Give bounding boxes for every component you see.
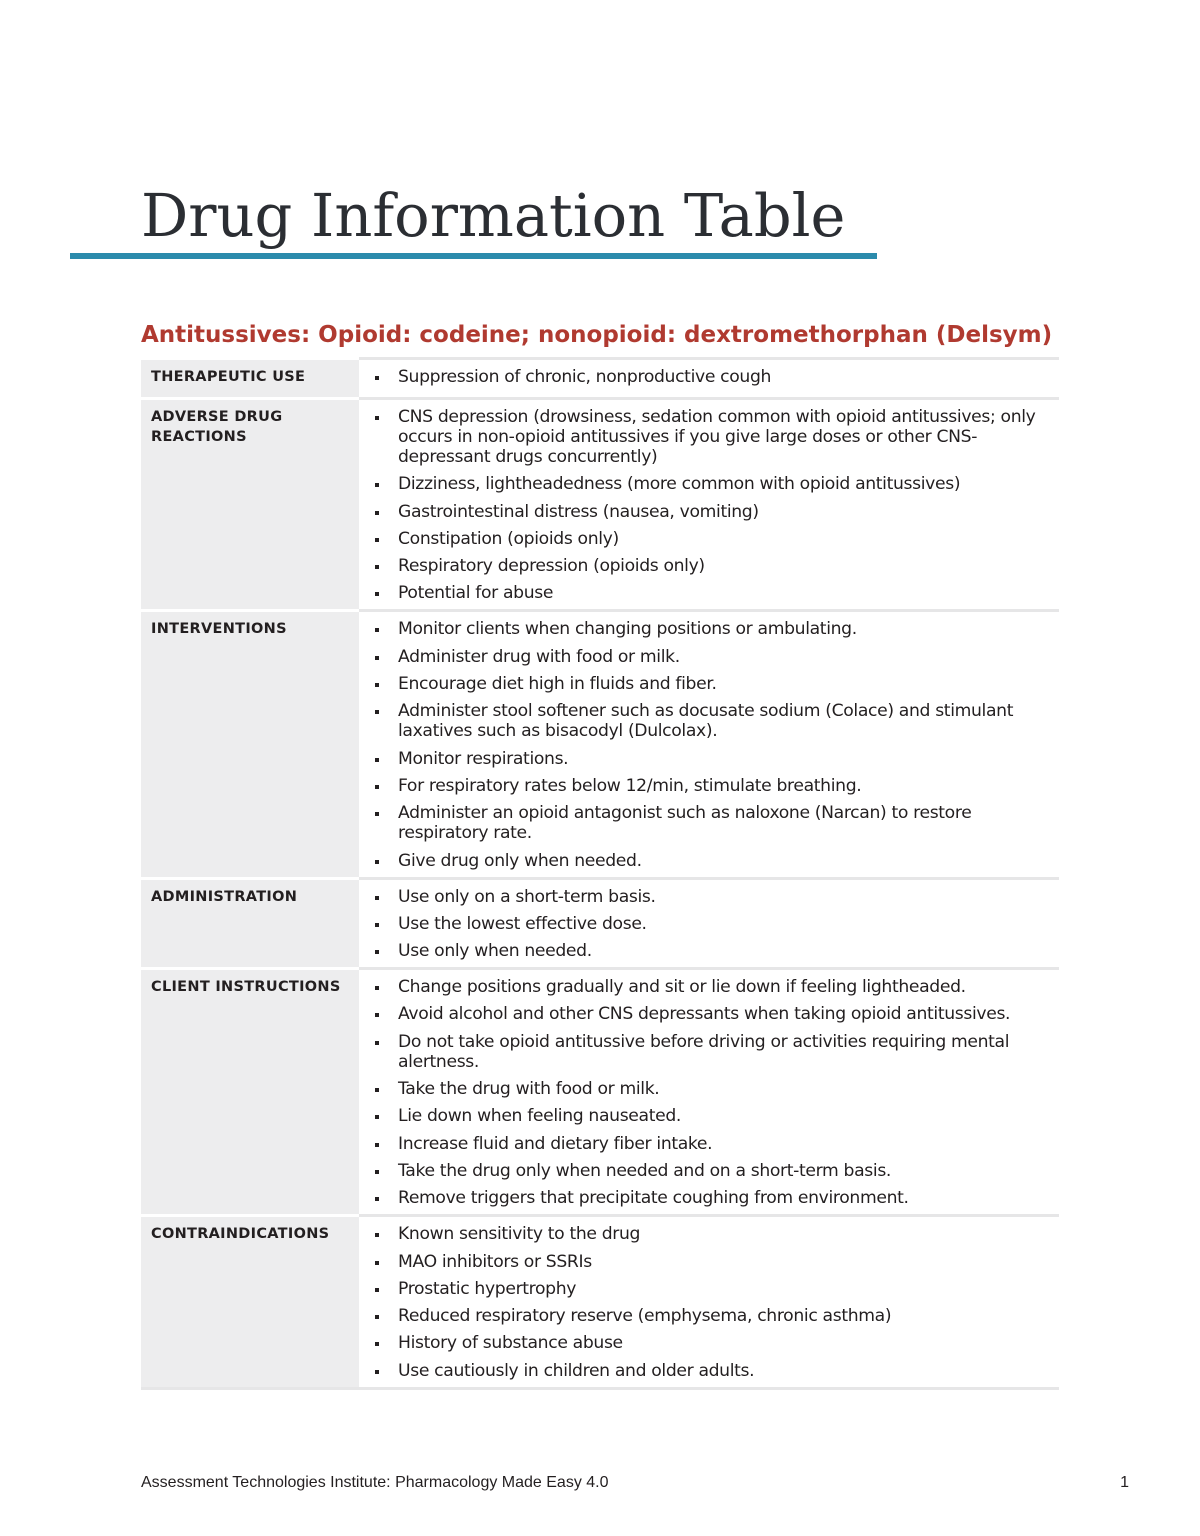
row-label: INTERVENTIONS bbox=[141, 609, 359, 876]
list-item: Monitor clients when changing positions or ambulating. bbox=[373, 619, 1059, 639]
row-label: ADMINISTRATION bbox=[141, 877, 359, 968]
table-row-therapeutic-use bbox=[141, 357, 1059, 397]
list-item: Known sensitivity to the drug bbox=[373, 1224, 1059, 1244]
list-item: Use cautiously in children and older adults. bbox=[373, 1361, 1059, 1381]
table-row-contraindications bbox=[141, 1214, 1059, 1389]
row-label: THERAPEUTIC USE bbox=[141, 357, 359, 397]
list-item: Dizziness, lightheadedness (more common with opioid antitussives) bbox=[373, 474, 1059, 494]
list-item: Avoid alcohol and other CNS depressants when taking opioid antitussives. bbox=[373, 1004, 1059, 1024]
list-item: Potential for abuse bbox=[373, 583, 1059, 603]
footer-source: Assessment Technologies Institute: Pharmacology Made Easy 4.0 bbox=[141, 1474, 609, 1491]
bullet-list bbox=[373, 407, 1059, 603]
page-title: Drug Information Table bbox=[141, 181, 846, 250]
table-row-client-instructions bbox=[141, 967, 1059, 1214]
list-item: Use only when needed. bbox=[373, 941, 1059, 961]
list-item: Constipation (opioids only) bbox=[373, 529, 1059, 549]
page-number: 1 bbox=[1120, 1474, 1129, 1491]
row-content bbox=[359, 609, 1059, 876]
list-item: Administer stool softener such as docusate sodium (Colace) and stimulant laxatives such as bisacodyl (Dulcolax). bbox=[373, 701, 1059, 741]
bullet-list bbox=[373, 1224, 1059, 1380]
row-content bbox=[359, 357, 1059, 397]
list-item: Gastrointestinal distress (nausea, vomiting) bbox=[373, 502, 1059, 522]
table-row-administration bbox=[141, 877, 1059, 968]
list-item: CNS depression (drowsiness, sedation common with opioid antitussives; only occurs in non-opioid antitussives if you give large doses or other CNS-depressant drugs concurrently) bbox=[373, 407, 1059, 467]
row-content bbox=[359, 967, 1059, 1214]
list-item: Respiratory depression (opioids only) bbox=[373, 556, 1059, 576]
list-item: Take the drug with food or milk. bbox=[373, 1079, 1059, 1099]
table-row-interventions bbox=[141, 609, 1059, 876]
row-content bbox=[359, 877, 1059, 968]
list-item: Remove triggers that precipitate coughing from environment. bbox=[373, 1188, 1059, 1208]
list-item: Reduced respiratory reserve (emphysema, chronic asthma) bbox=[373, 1306, 1059, 1326]
list-item: Increase fluid and dietary fiber intake. bbox=[373, 1134, 1059, 1154]
list-item: Take the drug only when needed and on a short-term basis. bbox=[373, 1161, 1059, 1181]
list-item: Do not take opioid antitussive before driving or activities requiring mental alertness. bbox=[373, 1032, 1059, 1072]
row-content bbox=[359, 397, 1059, 609]
list-item: Administer drug with food or milk. bbox=[373, 647, 1059, 667]
bullet-list bbox=[373, 887, 1059, 962]
list-item: Monitor respirations. bbox=[373, 749, 1059, 769]
list-item: Prostatic hypertrophy bbox=[373, 1279, 1059, 1299]
section-heading: Antitussives: Opioid: codeine; nonopioid: dextromethorphan (Delsym) bbox=[141, 322, 1053, 348]
drug-information-table bbox=[141, 357, 1059, 1390]
list-item: MAO inhibitors or SSRIs bbox=[373, 1252, 1059, 1272]
list-item: Lie down when feeling nauseated. bbox=[373, 1106, 1059, 1126]
list-item: Change positions gradually and sit or lie down if feeling lightheaded. bbox=[373, 977, 1059, 997]
row-label: CLIENT INSTRUCTIONS bbox=[141, 967, 359, 1214]
list-item: History of substance abuse bbox=[373, 1333, 1059, 1353]
list-item: Administer an opioid antagonist such as naloxone (Narcan) to restore respiratory rate. bbox=[373, 803, 1059, 843]
list-item: For respiratory rates below 12/min, stimulate breathing. bbox=[373, 776, 1059, 796]
row-label: ADVERSE DRUG REACTIONS bbox=[141, 397, 359, 609]
row-label: CONTRAINDICATIONS bbox=[141, 1214, 359, 1389]
list-item: Use the lowest effective dose. bbox=[373, 914, 1059, 934]
row-content bbox=[359, 1214, 1059, 1389]
drug-table-body bbox=[141, 357, 1059, 1390]
bullet-list bbox=[373, 977, 1059, 1208]
list-item: Encourage diet high in fluids and fiber. bbox=[373, 674, 1059, 694]
title-underline bbox=[70, 253, 877, 259]
list-item: Use only on a short-term basis. bbox=[373, 887, 1059, 907]
list-item: Give drug only when needed. bbox=[373, 851, 1059, 871]
bullet-list bbox=[373, 367, 1059, 387]
list-item: Suppression of chronic, nonproductive cough bbox=[373, 367, 1059, 387]
table-row-adverse-drug-reactions bbox=[141, 397, 1059, 609]
bullet-list bbox=[373, 619, 1059, 870]
